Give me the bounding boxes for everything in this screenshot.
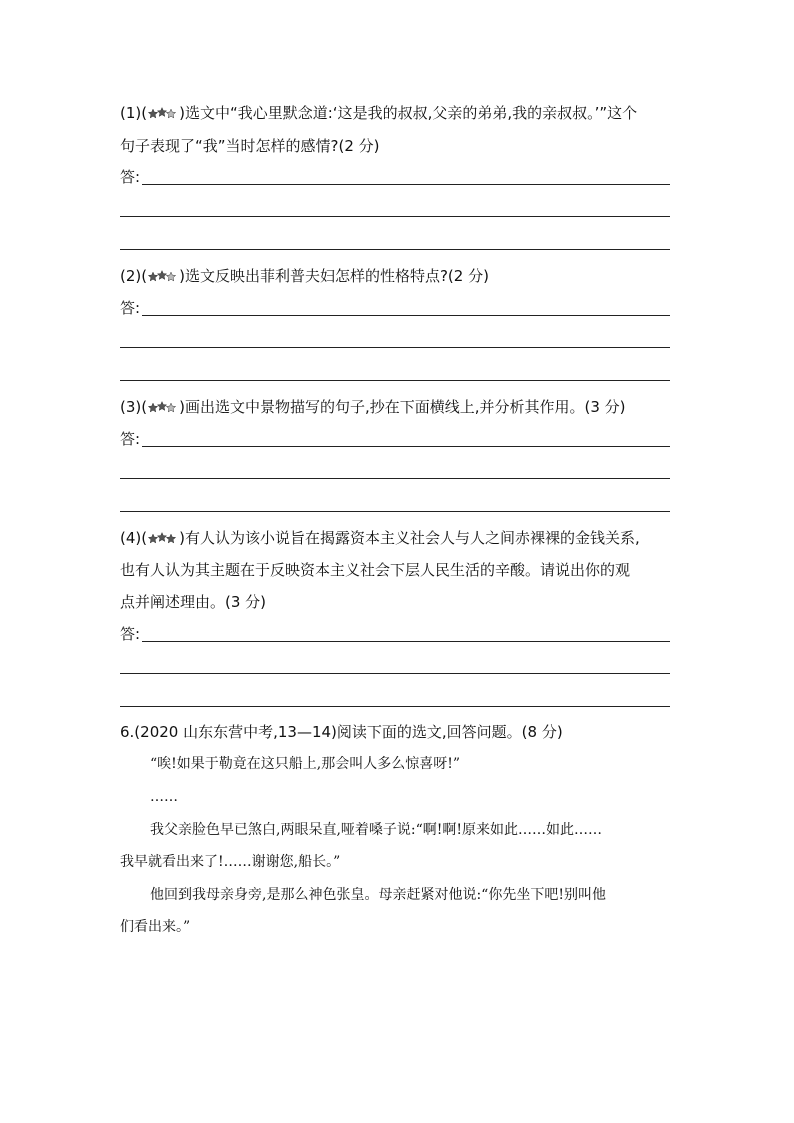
answer-line[interactable]	[142, 641, 670, 642]
answer-line[interactable]	[142, 184, 670, 185]
question-1-text-cont: 句子表现了“我”当时怎样的感情?(2 分)	[120, 137, 380, 155]
question-1-number-close: )	[179, 104, 185, 122]
passage-paragraph: 我父亲脸色早已煞白,两眼呆直,哑着嗓子说:“啊!啊!原来如此……如此……	[150, 822, 603, 838]
question-1-number: (1)(	[120, 104, 148, 122]
passage-paragraph: 他回到我母亲身旁,是那么神色张皇。母亲赶紧对他说:“你先坐下吧!别叫他	[150, 887, 606, 903]
passage-paragraph: 我早就看出来了!……谢谢您,船长。”	[120, 854, 341, 870]
question-2	[120, 266, 489, 286]
passage-ellipsis: ……	[150, 789, 178, 805]
star-icon	[167, 272, 176, 281]
question-1-text: 选文中“我心里默念道:‘这是我的叔叔,父亲的弟弟,我的亲叔叔。’”这个	[184, 104, 638, 122]
star-icon	[149, 109, 158, 118]
star-icon	[167, 403, 176, 412]
question-3-text: 画出选文中景物描写的句子,抄在下面横线上,并分析其作用。(3 分)	[184, 398, 626, 416]
answer-line[interactable]	[120, 706, 670, 707]
question-3-number-close: )	[179, 398, 185, 416]
answer-line[interactable]	[142, 315, 670, 316]
answer-line[interactable]	[120, 249, 670, 250]
star-icon	[167, 534, 176, 543]
answer-row-3[interactable]	[120, 429, 670, 449]
question-4-number: (4)(	[120, 529, 148, 547]
answer-line[interactable]	[120, 511, 670, 512]
question-2-number: (2)(	[120, 267, 148, 285]
answer-label: 答:	[120, 430, 141, 448]
passage-paragraph: 们看出来。”	[120, 919, 191, 935]
star-icon	[167, 109, 176, 118]
answer-line[interactable]	[120, 347, 670, 348]
star-icon	[158, 108, 167, 117]
star-icon	[149, 272, 158, 281]
answer-label: 答:	[120, 168, 141, 186]
answer-row-1[interactable]	[120, 167, 670, 187]
question-4-text: 有人认为该小说旨在揭露资本主义社会人与人之间赤裸裸的金钱关系,	[184, 529, 640, 547]
star-icon	[158, 271, 167, 280]
answer-line[interactable]	[120, 380, 670, 381]
answer-row-4[interactable]	[120, 624, 670, 644]
star-rating-icon	[148, 532, 178, 544]
question-3-number: (3)(	[120, 398, 148, 416]
star-rating-icon	[148, 401, 178, 413]
answer-row-2[interactable]	[120, 298, 670, 318]
star-rating-icon	[148, 107, 178, 119]
question-4-text-cont: 也有人认为其主题在于反映资本主义社会下层人民生活的辛酸。请说出你的观	[120, 561, 631, 579]
question-6-heading: 6.(2020 山东东营中考,13—14)阅读下面的选文,回答问题。(8 分)	[120, 723, 563, 741]
star-icon	[158, 402, 167, 411]
question-2-number-close: )	[179, 267, 185, 285]
star-rating-icon	[148, 270, 178, 282]
answer-label: 答:	[120, 299, 141, 317]
question-4-number-close: )	[179, 529, 185, 547]
star-icon	[158, 533, 167, 542]
answer-line[interactable]	[142, 446, 670, 447]
answer-line[interactable]	[120, 478, 670, 479]
question-1	[120, 103, 637, 123]
question-3	[120, 397, 626, 417]
answer-line[interactable]	[120, 216, 670, 217]
answer-line[interactable]	[120, 673, 670, 674]
star-icon	[149, 403, 158, 412]
question-4	[120, 528, 640, 548]
answer-label: 答:	[120, 625, 141, 643]
question-4-text-cont: 点并阐述理由。(3 分)	[120, 593, 267, 611]
star-icon	[149, 534, 158, 543]
passage-paragraph: “唉!如果于勒竟在这只船上,那会叫人多么惊喜呀!”	[150, 756, 461, 772]
question-2-text: 选文反映出菲利普夫妇怎样的性格特点?(2 分)	[184, 267, 489, 285]
